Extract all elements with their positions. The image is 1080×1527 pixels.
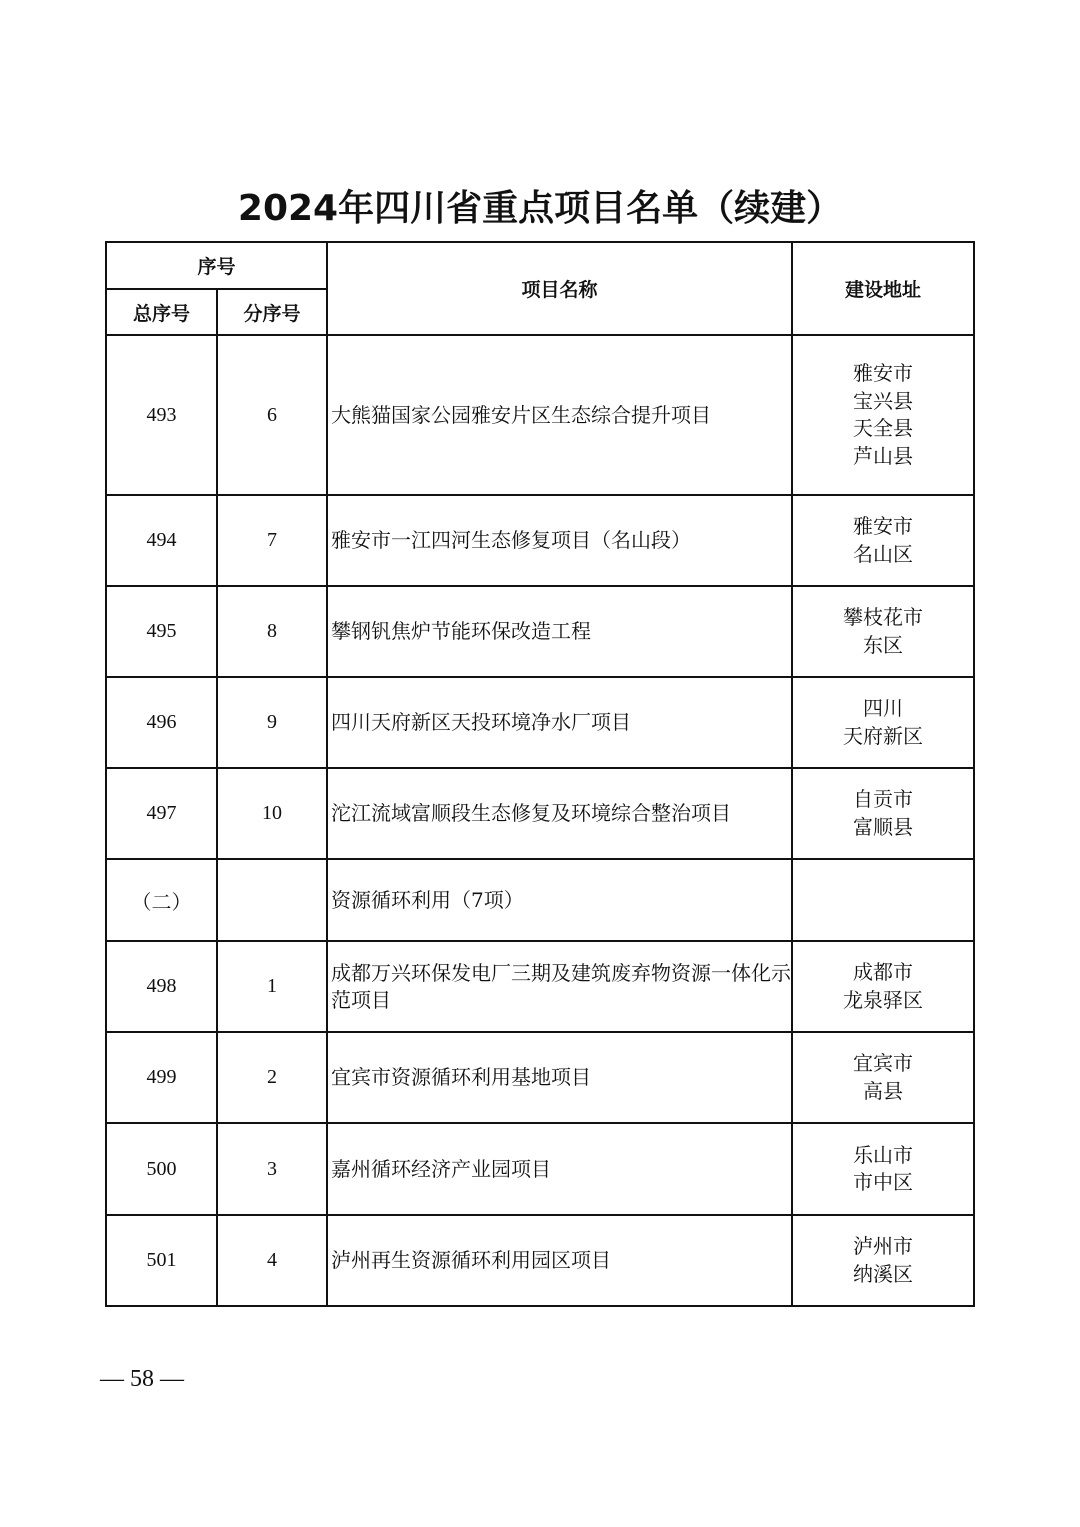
project-name-cell: 嘉州循环经济产业园项目 — [327, 1123, 792, 1215]
header-location: 建设地址 — [792, 242, 974, 335]
location-line: 乐山市 — [853, 1142, 914, 1167]
location-cell — [792, 335, 974, 495]
sub-seq-cell: 10 — [217, 768, 327, 859]
location-line: 天全县 — [853, 416, 914, 440]
location-cell — [792, 941, 974, 1032]
sub-seq-cell: 2 — [217, 1032, 327, 1123]
table-row — [106, 941, 974, 1032]
total-seq-cell: 495 — [106, 586, 217, 677]
project-name-cell: 沱江流域富顺段生态修复及环境综合整治项目 — [327, 768, 792, 859]
project-name-cell: 资源循环利用（7项） — [327, 859, 792, 941]
location-line: 攀枝花市 — [843, 605, 924, 629]
location-line: 泸州市 — [853, 1234, 914, 1258]
document-title: 2024年四川省重点项目名单（续建） — [237, 188, 843, 229]
location-cell — [792, 586, 974, 677]
header-project-name: 项目名称 — [327, 242, 792, 335]
location-cell — [792, 768, 974, 859]
project-table — [105, 241, 975, 1307]
location-line: 自贡市 — [853, 787, 914, 811]
total-seq-cell: 501 — [106, 1215, 217, 1306]
sub-seq-cell: 4 — [217, 1215, 327, 1306]
table-row — [106, 677, 974, 768]
page-number: — 58 — — [100, 1366, 184, 1392]
location-line: 龙泉驿区 — [843, 987, 924, 1012]
table-row — [106, 495, 974, 586]
location-cell — [792, 1032, 974, 1123]
total-seq-cell: 500 — [106, 1123, 217, 1215]
header-seq-group: 序号 — [106, 242, 327, 289]
section-row — [106, 859, 974, 941]
project-name-cell: 宜宾市资源循环利用基地项目 — [327, 1032, 792, 1123]
sub-seq-cell: 6 — [217, 335, 327, 495]
total-seq-cell: 496 — [106, 677, 217, 768]
location-cell — [792, 495, 974, 586]
project-name-cell: 攀钢钒焦炉节能环保改造工程 — [327, 586, 792, 677]
location-line: 雅安市 — [853, 514, 914, 538]
location-line: 宜宾市 — [853, 1051, 914, 1075]
location-cell — [792, 859, 974, 941]
project-name-cell: 成都万兴环保发电厂三期及建筑废弃物资源一体化示范项目 — [327, 941, 792, 1032]
project-name-cell: 泸州再生资源循环利用园区项目 — [327, 1215, 792, 1306]
location-line: 东区 — [863, 632, 904, 657]
sub-seq-cell: 8 — [217, 586, 327, 677]
total-seq-cell: 499 — [106, 1032, 217, 1123]
location-cell — [792, 1215, 974, 1306]
project-name-cell: 雅安市一江四河生态修复项目（名山段） — [327, 495, 792, 586]
table-row — [106, 586, 974, 677]
table-row — [106, 335, 974, 495]
location-line: 市中区 — [853, 1170, 914, 1194]
sub-seq-cell — [217, 859, 327, 941]
table-row — [106, 1215, 974, 1306]
location-line: 成都市 — [853, 960, 914, 984]
location-line: 四川 — [863, 696, 904, 720]
location-line: 天府新区 — [843, 723, 924, 748]
header-total-seq: 总序号 — [106, 289, 217, 335]
total-seq-cell: 493 — [106, 335, 217, 495]
sub-seq-cell: 1 — [217, 941, 327, 1032]
project-name-cell: 大熊猫国家公园雅安片区生态综合提升项目 — [327, 335, 792, 495]
header-sub-seq: 分序号 — [217, 289, 327, 335]
location-line: 芦山县 — [853, 443, 914, 468]
total-seq-cell: （二） — [106, 859, 217, 941]
location-cell — [792, 677, 974, 768]
table-row — [106, 1123, 974, 1215]
table-row — [106, 768, 974, 859]
total-seq-cell: 494 — [106, 495, 217, 586]
sub-seq-cell: 7 — [217, 495, 327, 586]
location-cell — [792, 1123, 974, 1215]
location-line: 富顺县 — [853, 814, 914, 839]
location-line: 高县 — [863, 1078, 904, 1103]
total-seq-cell: 498 — [106, 941, 217, 1032]
location-line: 名山区 — [853, 541, 914, 566]
project-name-cell: 四川天府新区天投环境净水厂项目 — [327, 677, 792, 768]
sub-seq-cell: 9 — [217, 677, 327, 768]
sub-seq-cell: 3 — [217, 1123, 327, 1215]
total-seq-cell: 497 — [106, 768, 217, 859]
table-row — [106, 1032, 974, 1123]
location-line: 纳溪区 — [853, 1261, 914, 1286]
location-line: 雅安市 — [853, 361, 914, 385]
location-line: 宝兴县 — [853, 388, 914, 413]
